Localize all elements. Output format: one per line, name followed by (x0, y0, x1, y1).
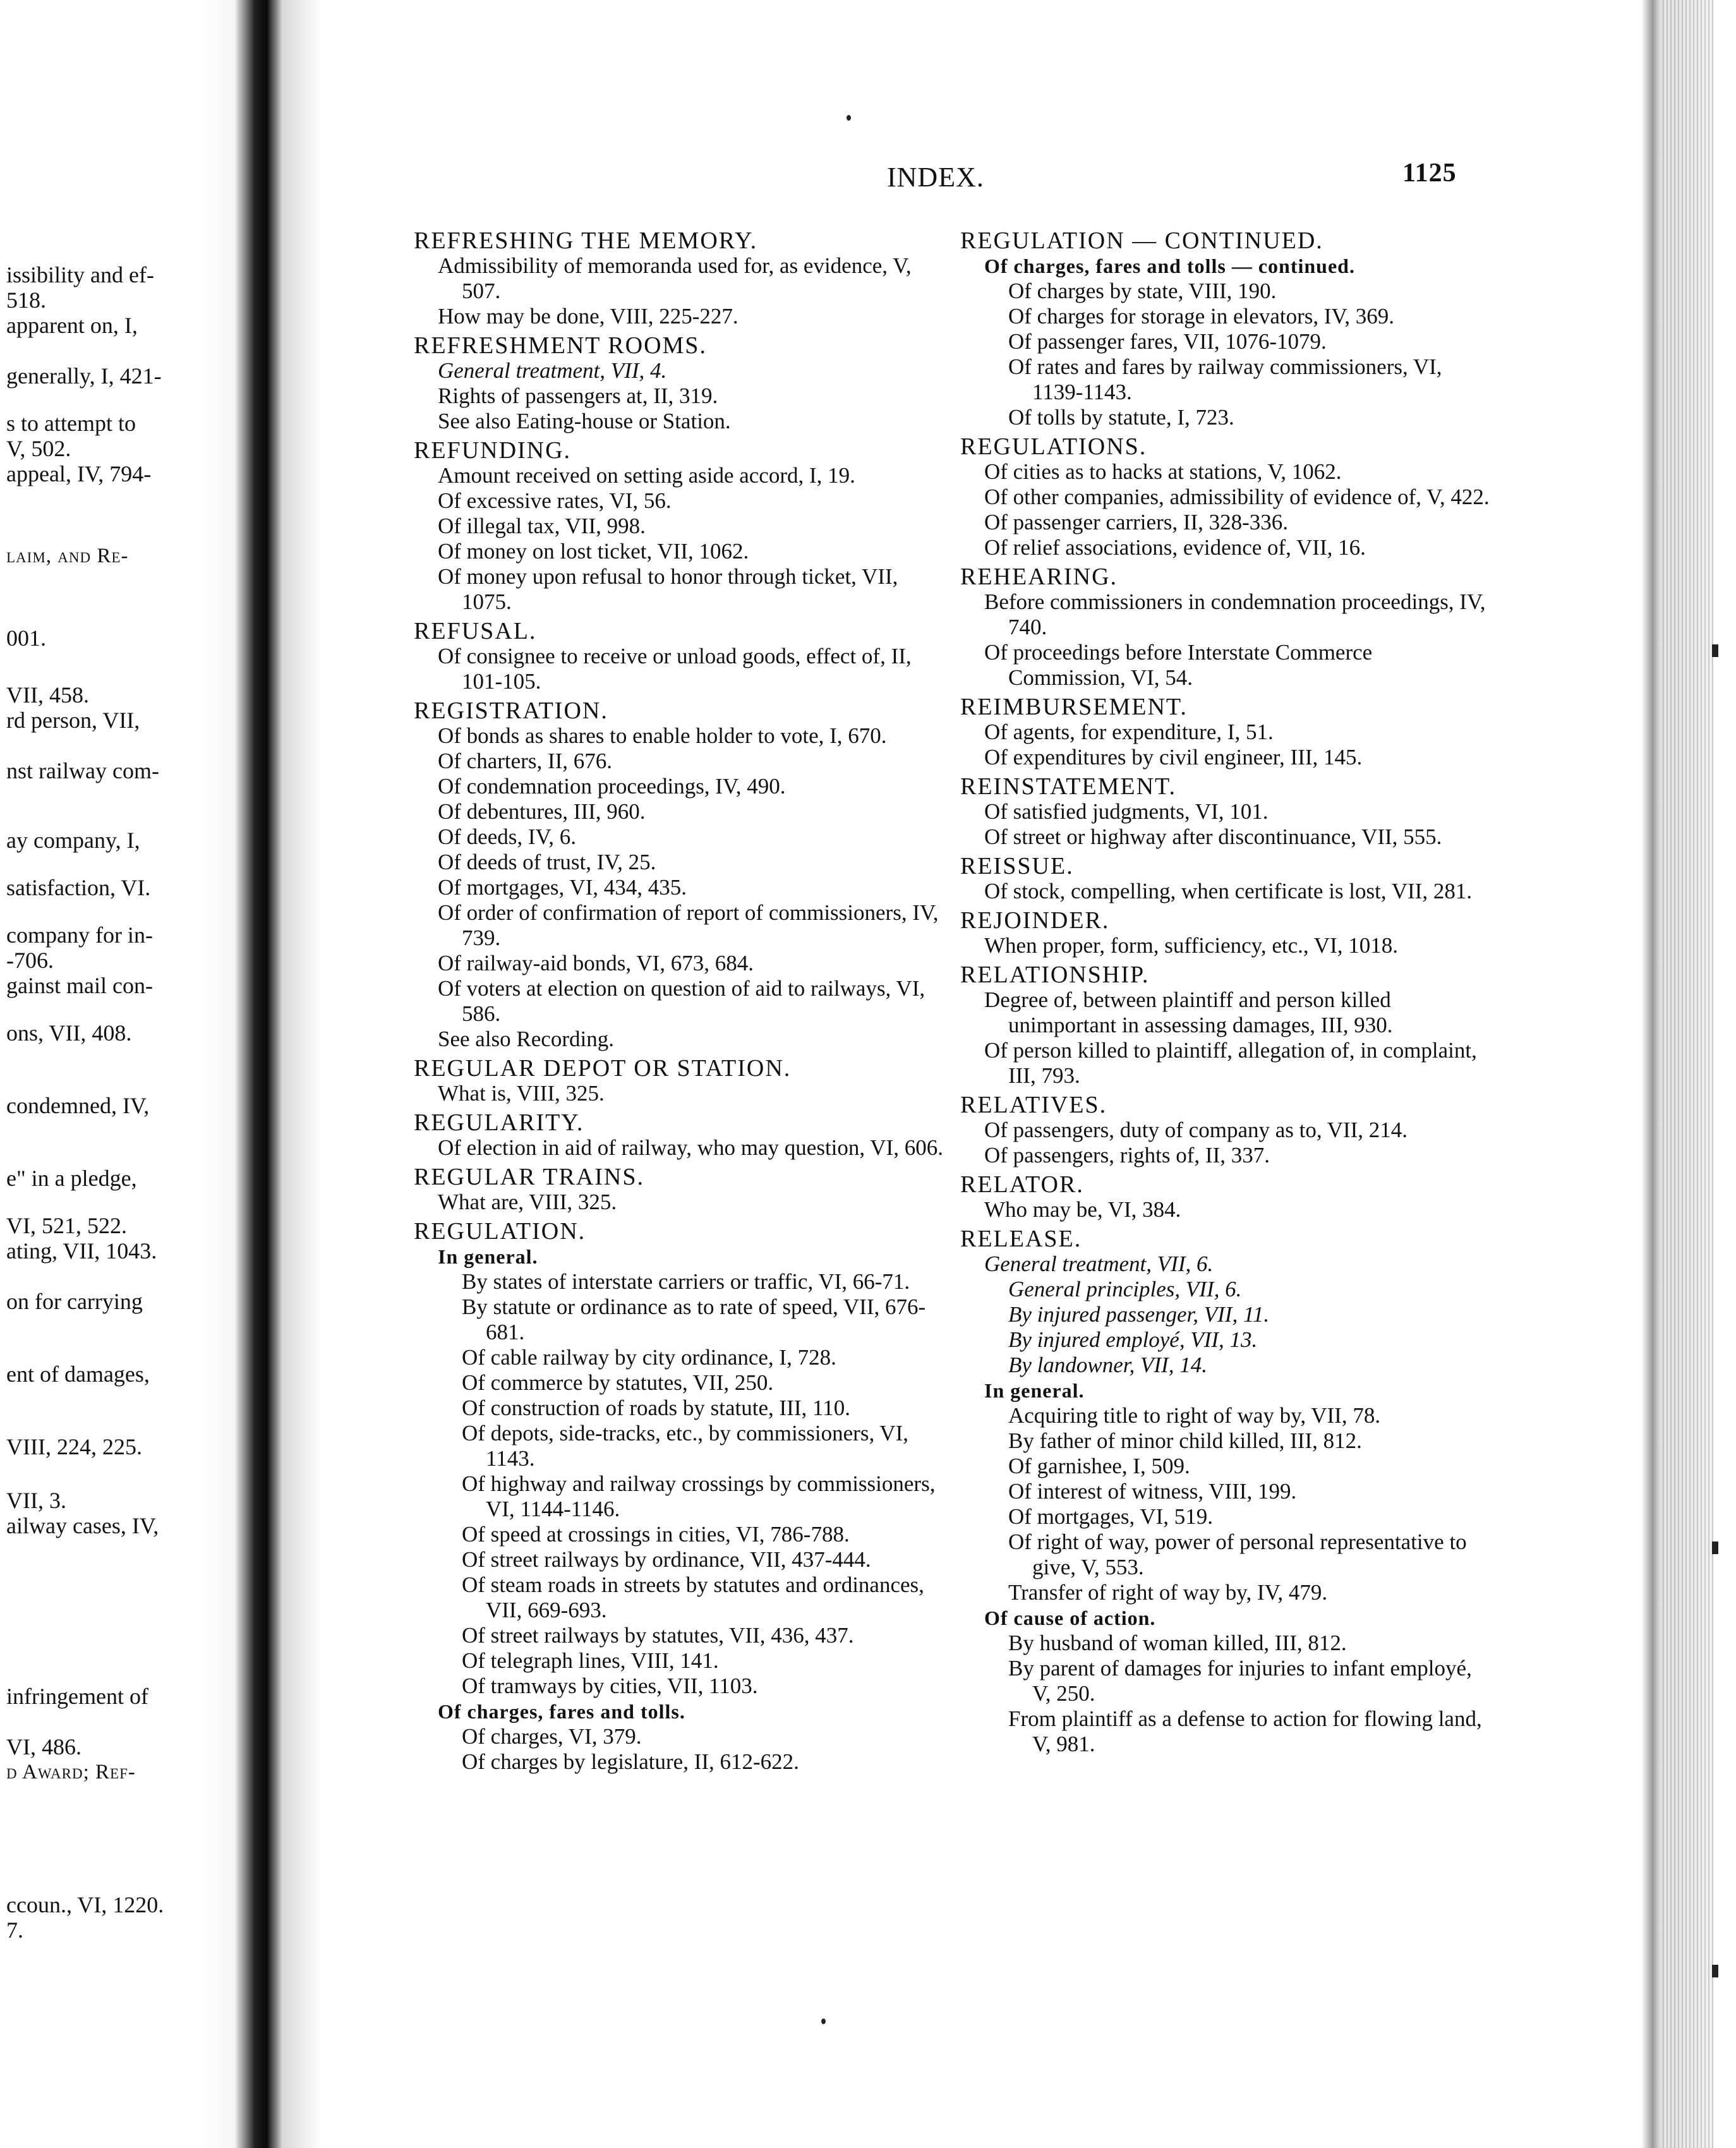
index-entry: General principles, VII, 6. (1008, 1277, 1242, 1301)
index-entry: How may be done, VIII, 225-227. (438, 304, 738, 329)
index-heading: REFRESHING THE MEMORY. (414, 227, 758, 254)
index-entry: Of charges, VI, 379. (462, 1724, 642, 1749)
index-entry: Of railway-aid bonds, VI, 673, 684. (438, 951, 754, 975)
facing-page-line: satisfaction, VI. (6, 875, 151, 900)
facing-page-line: ccoun., VI, 1220. (6, 1892, 164, 1917)
index-heading: REGULARITY. (414, 1109, 584, 1136)
index-entry: Of depots, side-tracks, etc., by commissioners, VI, 1143. (462, 1421, 908, 1471)
index-entry: Of stock, compelling, when certificate is lost, VII, 281. (984, 879, 1473, 903)
index-entry: Of speed at crossings in cities, VI, 786-788. (462, 1522, 850, 1547)
index-subheading: Of charges, fares and tolls. (438, 1700, 685, 1723)
facing-page-line: nst railway com- (6, 758, 159, 783)
index-entry: Of charters, II, 676. (438, 749, 613, 773)
index-entry: Of charges by state, VIII, 190. (1008, 279, 1277, 303)
index-heading: RELEASE. (960, 1226, 1082, 1252)
facing-page-line: laim, and Re- (6, 545, 129, 567)
index-entry: Of other companies, admissibility of evidence of, V, 422. (984, 485, 1490, 509)
index-heading: REISSUE. (960, 853, 1074, 879)
index-entry: Of street or highway after discontinuance, VII, 555. (984, 824, 1442, 849)
facing-page-line: VI, 521, 522. (6, 1213, 127, 1238)
index-entry: Of street railways by statutes, VII, 436, 437. (462, 1623, 854, 1648)
index-entry: General treatment, VII, 6. (984, 1252, 1214, 1276)
index-entry: Of agents, for expenditure, I, 51. (984, 720, 1274, 744)
index-entry: Of order of confirmation of report of commissioners, IV, 739. (438, 900, 939, 950)
index-entry: What is, VIII, 325. (438, 1081, 605, 1106)
index-entry: Of passenger fares, VII, 1076-1079. (1008, 329, 1327, 354)
index-heading: REGULATION — CONTINUED. (960, 227, 1323, 254)
facing-page-line: generally, I, 421- (6, 363, 162, 389)
index-entry: Of charges by legislature, II, 612-622. (462, 1749, 799, 1774)
facing-page-line: VIII, 224, 225. (6, 1434, 142, 1459)
index-entry: Of cable railway by city ordinance, I, 728. (462, 1345, 836, 1370)
print-speck (847, 115, 851, 121)
index-entry: See also Recording. (438, 1027, 614, 1051)
facing-page-line: -706. (6, 948, 54, 973)
facing-page-line: infringement of (6, 1684, 148, 1709)
index-entry: By injured employé, VII, 13. (1008, 1327, 1258, 1352)
index-heading: REFRESHMENT ROOMS. (414, 332, 707, 359)
index-entry: Degree of, between plaintiff and person killed unimportant in assessing damages, III, 930. (984, 987, 1393, 1037)
index-entry: General treatment, VII, 4. (438, 358, 667, 383)
facing-page-line: on for carrying (6, 1289, 143, 1314)
index-heading: RELATIVES. (960, 1092, 1107, 1118)
index-subheading: In general. (984, 1379, 1085, 1402)
index-entry: From plaintiff as a defense to action for flowing land, V, 981. (1008, 1706, 1482, 1756)
index-subheading: In general. (438, 1245, 538, 1268)
index-entry: By parent of damages for injuries to infant employé, V, 250. (1008, 1656, 1472, 1706)
facing-page-line: appeal, IV, 794- (6, 461, 152, 486)
page-edge-stripes (1663, 0, 1713, 2148)
facing-page-line: ailway cases, IV, (6, 1513, 159, 1538)
page-number: 1125 (1402, 159, 1457, 188)
index-entry: Of expenditures by civil engineer, III, 145. (984, 745, 1363, 769)
index-entry: Of highway and railway crossings by commissioners, VI, 1144-1146. (462, 1471, 936, 1521)
index-heading: REINSTATEMENT. (960, 773, 1176, 800)
facing-page-line: 518. (6, 287, 46, 313)
index-entry: Of street railways by ordinance, VII, 437-444. (462, 1547, 871, 1572)
index-entry: Of steam roads in streets by statutes and ordinances, VII, 669-693. (462, 1572, 924, 1622)
facing-page-line: VII, 458. (6, 682, 89, 708)
index-entry: Of illegal tax, VII, 998. (438, 514, 646, 538)
index-entry: By statute or ordinance as to rate of speed, VII, 676-681. (462, 1294, 926, 1344)
facing-page-line: issibility and ef- (6, 262, 154, 287)
index-entry: Of construction of roads by statute, III, 110. (462, 1396, 850, 1420)
index-entry: Amount received on setting aside accord, I, 19. (438, 463, 855, 488)
index-entry: Before commissioners in condemnation proceedings, IV, 740. (984, 589, 1486, 639)
index-subheading: Of charges, fares and tolls — continued. (984, 255, 1355, 277)
facing-page-line: company for in- (6, 922, 153, 948)
index-entry: Of right of way, power of personal representative to give, V, 553. (1008, 1530, 1467, 1579)
index-entry: Of commerce by statutes, VII, 250. (462, 1370, 774, 1395)
index-entry: Of mortgages, VI, 519. (1008, 1504, 1214, 1529)
index-entry: Of tolls by statute, I, 723. (1008, 405, 1234, 430)
facing-page-line: VI, 486. (6, 1734, 81, 1759)
index-entry: Who may be, VI, 384. (984, 1197, 1181, 1222)
index-entry: Of deeds, IV, 6. (438, 824, 577, 849)
facing-page-line: d Award; Ref- (6, 1761, 136, 1783)
index-heading: REFUNDING. (414, 437, 572, 464)
index-entry: Of money on lost ticket, VII, 1062. (438, 539, 749, 564)
index-entry: Of debentures, III, 960. (438, 799, 646, 824)
index-heading: REJOINDER. (960, 907, 1110, 934)
facing-page-line: condemned, IV, (6, 1093, 150, 1118)
index-entry: Rights of passengers at, II, 319. (438, 383, 718, 408)
facing-page-line: gainst mail con- (6, 973, 153, 998)
index-entry: By injured passenger, VII, 11. (1008, 1302, 1270, 1327)
edge-mark (1712, 644, 1718, 657)
index-entry: Of proceedings before Interstate Commerce Commission, VI, 54. (984, 640, 1373, 690)
index-entry: Of relief associations, evidence of, VII, 16. (984, 535, 1366, 560)
facing-page-line: e" in a pledge, (6, 1166, 137, 1191)
index-entry: Of excessive rates, VI, 56. (438, 488, 672, 513)
index-heading: REGULAR DEPOT OR STATION. (414, 1055, 792, 1082)
index-entry: Of tramways by cities, VII, 1103. (462, 1674, 758, 1698)
index-heading: RELATIONSHIP. (960, 962, 1150, 988)
book-gutter (201, 0, 321, 2148)
index-entry: Of passengers, rights of, II, 337. (984, 1143, 1270, 1168)
facing-page-line: ay company, I, (6, 828, 140, 853)
index-heading: REGISTRATION. (414, 697, 608, 724)
index-entry: Of passengers, duty of company as to, VII, 214. (984, 1118, 1408, 1142)
index-entry: Of passenger carriers, II, 328-336. (984, 510, 1289, 534)
index-entry: Of rates and fares by railway commissioners, VI, 1139-1143. (1008, 354, 1442, 404)
edge-mark (1712, 1542, 1718, 1554)
index-heading: REGULAR TRAINS. (414, 1164, 644, 1190)
facing-page-line: V, 502. (6, 436, 71, 461)
index-entry: By father of minor child killed, III, 812. (1008, 1428, 1362, 1453)
facing-page-line: apparent on, I, (6, 313, 138, 338)
index-entry: Of charges for storage in elevators, IV, 369. (1008, 304, 1395, 329)
index-entry: Of mortgages, VI, 434, 435. (438, 875, 687, 900)
facing-page-line: 7. (6, 1917, 23, 1943)
running-head: INDEX. (887, 162, 984, 193)
index-entry: Of deeds of trust, IV, 25. (438, 850, 656, 874)
index-heading: REHEARING. (960, 564, 1118, 590)
index-entry: Of person killed to plaintiff, allegation of, in complaint, III, 793. (984, 1038, 1477, 1088)
index-entry: Of telegraph lines, VIII, 141. (462, 1648, 719, 1673)
index-entry: See also Eating-house or Station. (438, 409, 731, 433)
facing-page-line: VII, 3. (6, 1488, 66, 1513)
facing-page-line: s to attempt to (6, 411, 136, 436)
index-column-left (414, 224, 944, 1775)
edge-mark (1712, 1965, 1718, 1977)
index-entry: Of garnishee, I, 509. (1008, 1454, 1190, 1478)
index-entry: Of interest of witness, VIII, 199. (1008, 1479, 1297, 1504)
index-entry: Of money upon refusal to honor through ticket, VII, 1075. (438, 564, 898, 614)
index-entry: Acquiring title to right of way by, VII, 78. (1008, 1403, 1381, 1428)
index-column-right (960, 224, 1491, 1757)
print-speck (821, 2018, 826, 2024)
index-subheading: Of cause of action. (984, 1607, 1156, 1629)
index-entry: By landowner, VII, 14. (1008, 1353, 1207, 1377)
index-heading: RELATOR. (960, 1171, 1084, 1198)
index-entry: Of condemnation proceedings, IV, 490. (438, 774, 786, 799)
index-entry: Of voters at election on question of aid to railways, VI, 586. (438, 976, 925, 1026)
index-entry: What are, VIII, 325. (438, 1190, 617, 1214)
index-heading: REGULATION. (414, 1218, 586, 1245)
facing-page-line: ating, VII, 1043. (6, 1238, 157, 1264)
index-entry: Of consignee to receive or unload goods, effect of, II, 101-105. (438, 644, 912, 694)
index-heading: REFUSAL. (414, 618, 537, 644)
facing-page-line: ons, VII, 408. (6, 1020, 132, 1046)
index-entry: Admissibility of memoranda used for, as evidence, V, 507. (438, 253, 912, 303)
index-entry: When proper, form, sufficiency, etc., VI, 1018. (984, 933, 1398, 958)
index-entry: By husband of woman killed, III, 812. (1008, 1631, 1347, 1655)
index-entry: Of bonds as shares to enable holder to vote, I, 670. (438, 723, 887, 748)
facing-page-line: ent of damages, (6, 1361, 150, 1387)
facing-page-line: 001. (6, 625, 46, 651)
index-heading: REGULATIONS. (960, 433, 1147, 460)
index-entry: Transfer of right of way by, IV, 479. (1008, 1580, 1328, 1605)
index-entry: Of satisfied judgments, VI, 101. (984, 799, 1269, 824)
facing-page-line: rd person, VII, (6, 708, 140, 733)
index-heading: REIMBURSEMENT. (960, 694, 1188, 720)
index-entry: By states of interstate carriers or traffic, VI, 66-71. (462, 1269, 910, 1294)
index-entry: Of cities as to hacks at stations, V, 1062. (984, 459, 1342, 484)
index-entry: Of election in aid of railway, who may question, VI, 606. (438, 1135, 943, 1160)
